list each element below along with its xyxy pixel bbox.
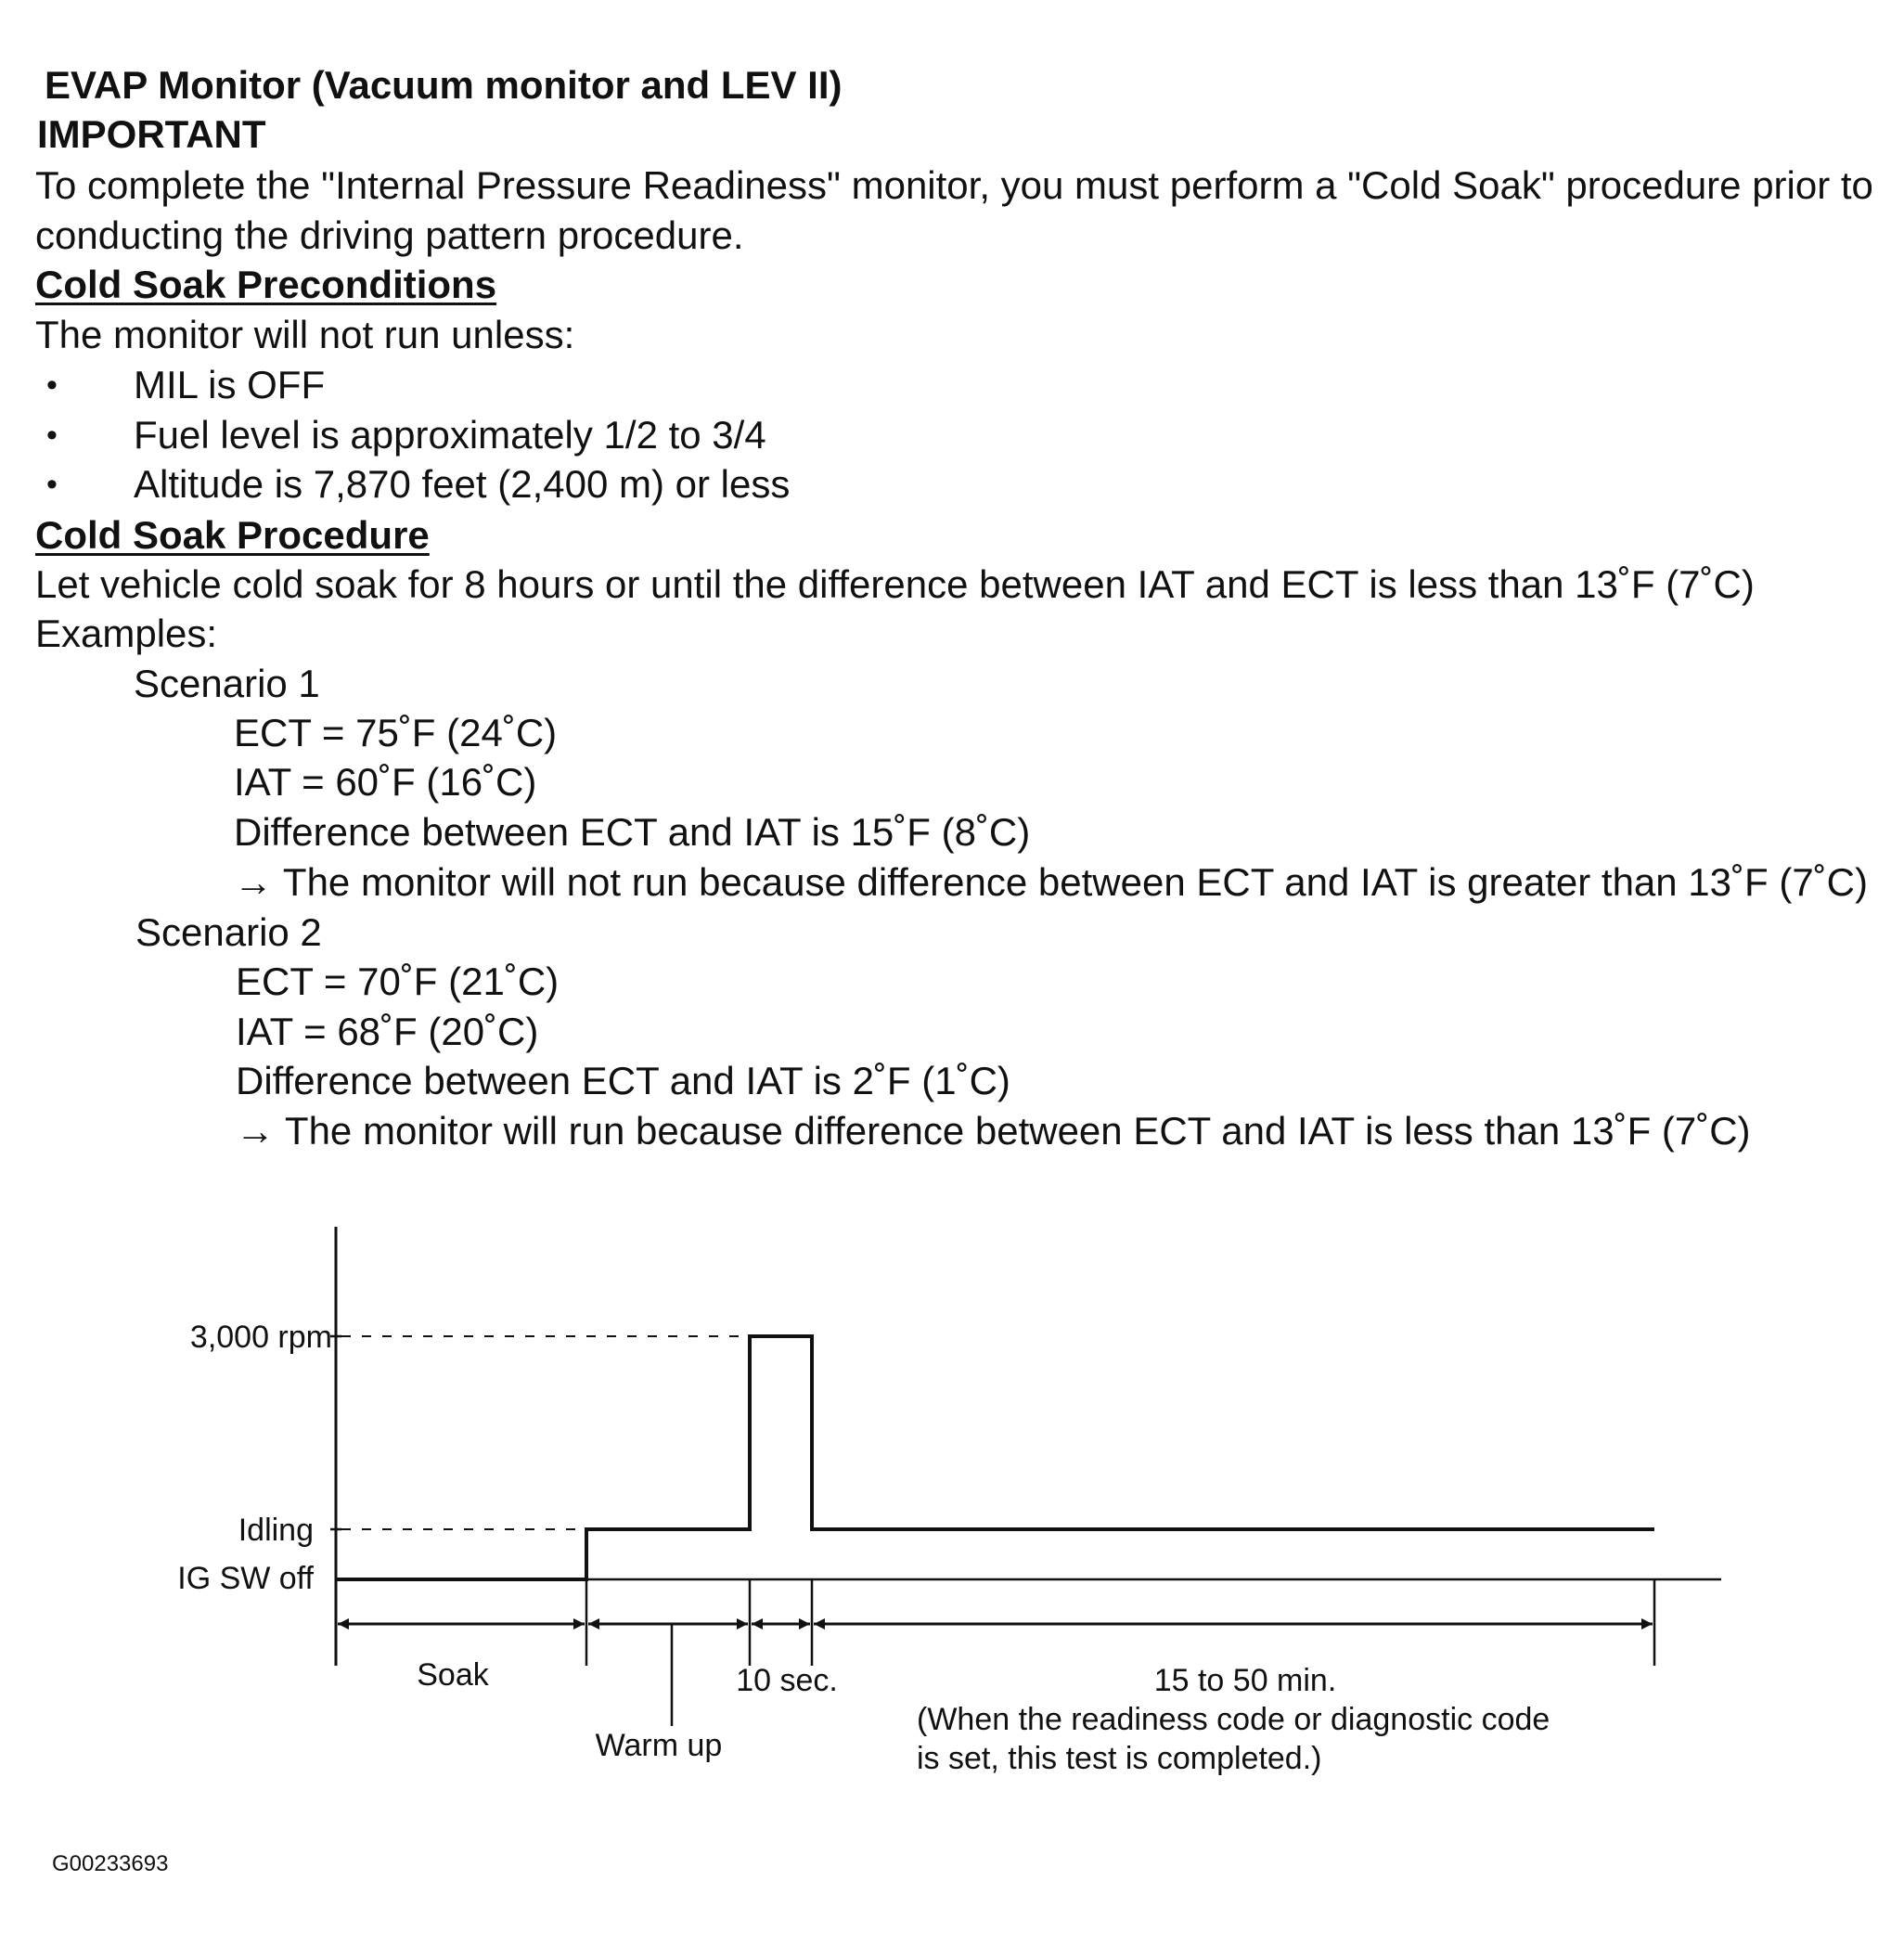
scenario-1-difference: Difference between ECT and IAT is 15˚F (8˚C) (234, 810, 1031, 854)
procedure-text: Let vehicle cold soak for 8 hours or until the difference between IAT and ECT is less than 13˚F (7˚C) (35, 562, 1755, 606)
rpm-waveform (336, 1336, 1654, 1579)
label-test-duration: 15 to 50 min. (1153, 1663, 1337, 1698)
precondition-item: Altitude is 7,870 feet (2,400 m) or less (134, 462, 791, 506)
doc-title: EVAP Monitor (Vacuum monitor and LEV II) (45, 63, 843, 107)
scenario-2-ect: ECT = 70˚F (21˚C) (236, 960, 560, 1003)
preconditions-lead: The monitor will not run unless: (35, 313, 575, 356)
precondition-item: MIL is OFF (134, 363, 326, 406)
scenario-1-result: → The monitor will not run because difference between ECT and IAT is greater than 13˚F (7˚C) (234, 860, 1868, 904)
preconditions-heading: Cold Soak Preconditions (35, 263, 497, 306)
scenario-2-name: Scenario 2 (135, 910, 322, 954)
examples-label: Examples: (35, 612, 218, 655)
intro-line-1: To complete the "Internal Pressure Readiness" monitor, you must perform a "Cold Soak" procedure prior to (35, 163, 1873, 207)
bullet-icon: • (46, 418, 58, 453)
label-note-line-2: is set, this test is completed.) (917, 1741, 1322, 1776)
scenario-1-name: Scenario 1 (134, 662, 320, 705)
bullet-icon: • (46, 367, 58, 403)
scenario-2-result: → The monitor will run because difference between ECT and IAT is less than 13˚F (7˚C) (236, 1109, 1751, 1153)
intro-line-2: conducting the driving pattern procedure. (35, 213, 744, 257)
label-3000-rpm: 3,000 rpm (189, 1320, 332, 1355)
label-ig-sw-off: IG SW off (177, 1561, 314, 1596)
scenario-2-iat: IAT = 68˚F (20˚C) (236, 1010, 539, 1053)
important-label: IMPORTANT (37, 112, 266, 156)
label-soak: Soak (417, 1657, 489, 1693)
label-warm-up: Warm up (595, 1728, 723, 1763)
scenario-2-difference: Difference between ECT and IAT is 2˚F (1˚C) (236, 1059, 1010, 1102)
scenario-1-ect: ECT = 75˚F (24˚C) (234, 711, 558, 754)
figure-reference-code: G00233693 (52, 1851, 169, 1876)
scenario-1-iat: IAT = 60˚F (16˚C) (234, 760, 537, 804)
label-ten-sec: 10 sec. (736, 1663, 838, 1698)
precondition-item: Fuel level is approximately 1/2 to 3/4 (134, 413, 766, 457)
label-note-line-1: (When the readiness code or diagnostic code (917, 1702, 1550, 1737)
label-idling: Idling (238, 1513, 314, 1548)
bullet-icon: • (46, 467, 58, 502)
procedure-heading: Cold Soak Procedure (35, 513, 430, 557)
